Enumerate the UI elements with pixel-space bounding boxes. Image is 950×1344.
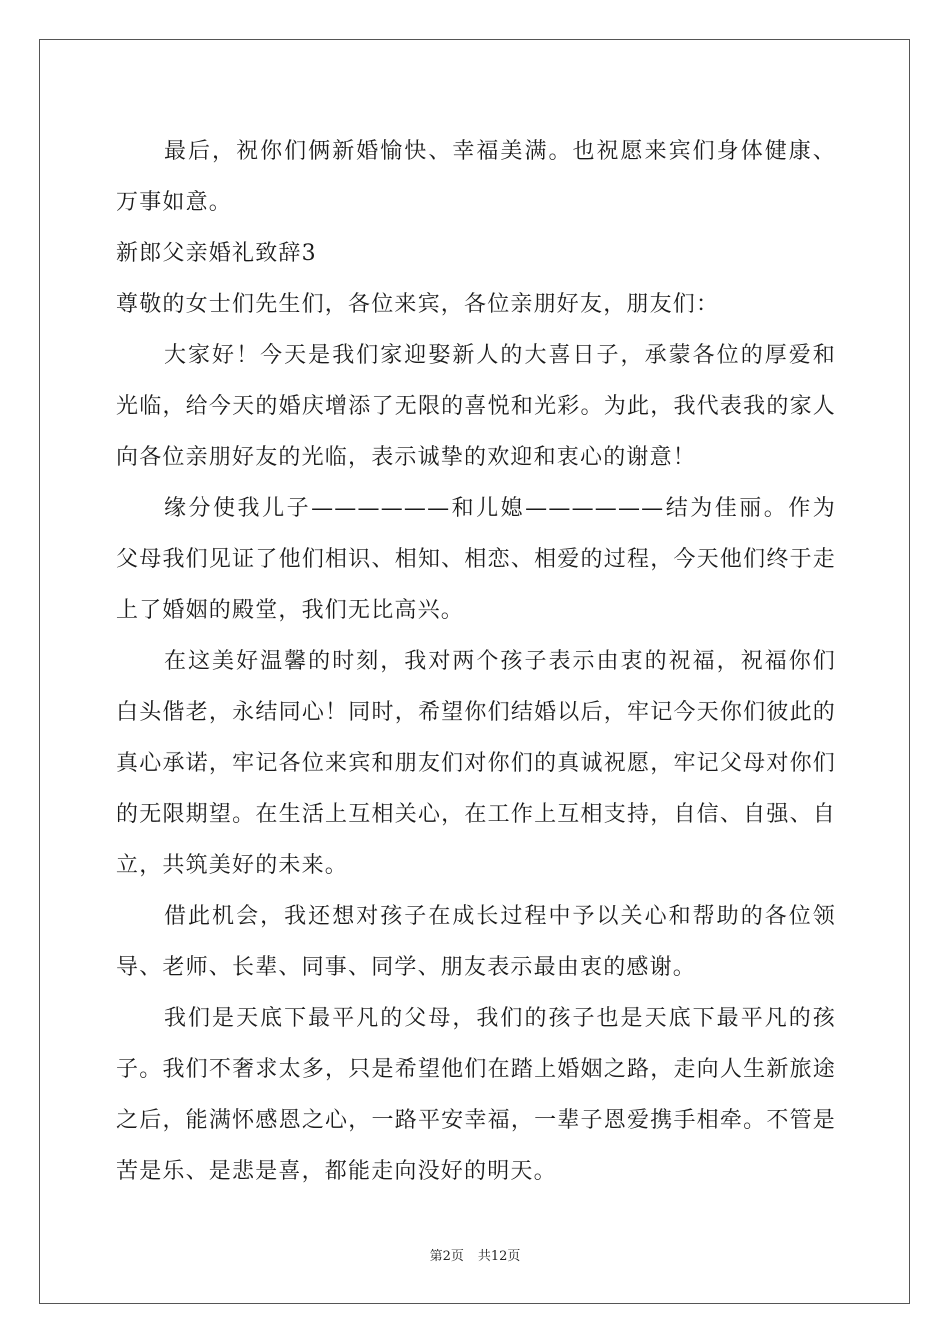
page-number: 第2页 bbox=[429, 1249, 464, 1264]
paragraph-blessing: 在这美好温馨的时刻，我对两个孩子表示由衷的祝福，祝福你们白头偕老，永结同心！同时，希望你们结婚以后，牢记今天你们彼此的真心承诺，牢记各位来宾和朋友们对你们的真诚祝愿，牢记父母对你们的无限期望。在生活上互相关心，在工作上互相支持，自信、自强、自立，共筑美好的未来。 bbox=[116, 649, 836, 878]
document-body bbox=[116, 126, 836, 1197]
page-footer bbox=[0, 1245, 950, 1264]
paragraph-closing-wishes: 最后，祝你们俩新婚愉快、幸福美满。也祝愿来宾们身体健康、万事如意。 bbox=[116, 139, 836, 215]
paragraph-fate: 缘分使我儿子——————和儿媳——————结为佳丽。作为父母我们见证了他们相识、相知、相恋、相爱的过程，今天他们终于走上了婚姻的殿堂，我们无比高兴。 bbox=[116, 496, 836, 623]
section-heading: 新郎父亲婚礼致辞3 bbox=[116, 241, 317, 266]
paragraph-thanks: 借此机会，我还想对孩子在成长过程中予以关心和帮助的各位领导、老师、长辈、同事、同学、朋友表示最由衷的感谢。 bbox=[116, 904, 836, 980]
paragraph-welcome: 大家好！今天是我们家迎娶新人的大喜日子，承蒙各位的厚爱和光临，给今天的婚庆增添了无限的喜悦和光彩。为此，我代表我的家人向各位亲朋好友的光临，表示诚挚的欢迎和衷心的谢意！ bbox=[116, 343, 836, 470]
page-total: 共12页 bbox=[477, 1249, 521, 1264]
paragraph-ordinary-parents: 我们是天底下最平凡的父母，我们的孩子也是天底下最平凡的孩子。我们不奢求太多，只是希望他们在踏上婚姻之路，走向人生新旅途之后，能满怀感恩之心，一路平安幸福，一辈子恩爱携手相牵。不管是苦是乐、是悲是喜，都能走向没好的明天。 bbox=[116, 1006, 836, 1184]
salutation: 尊敬的女士们先生们，各位来宾，各位亲朋好友，朋友们： bbox=[116, 292, 720, 317]
